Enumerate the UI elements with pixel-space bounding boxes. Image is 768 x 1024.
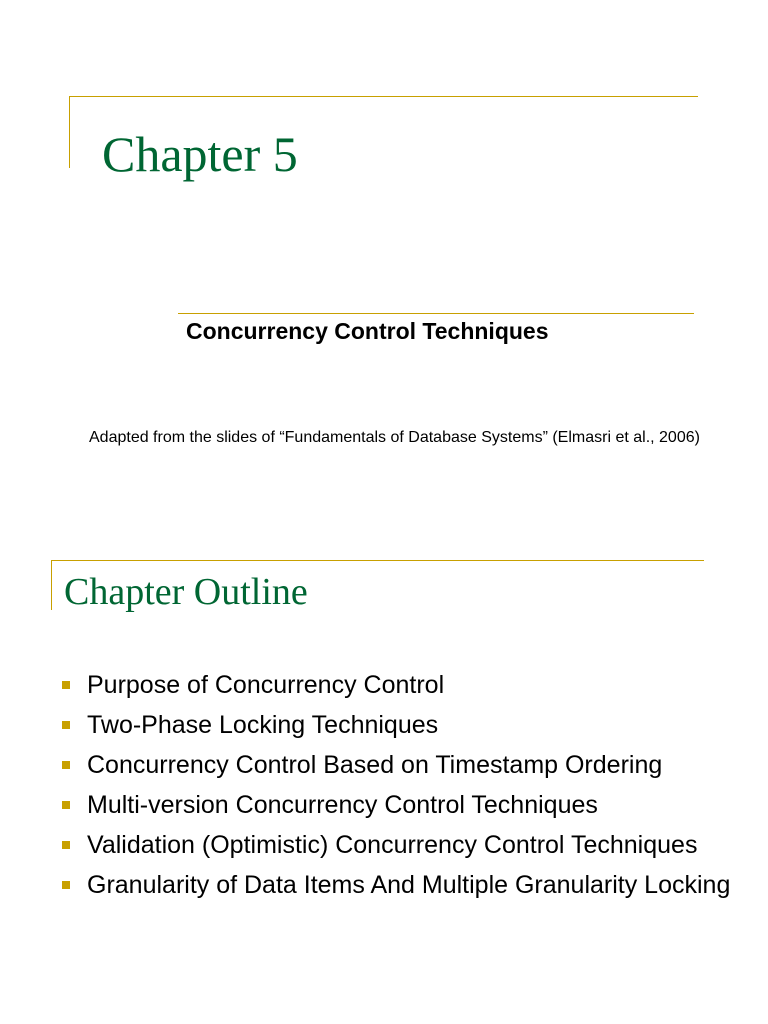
outline-item-text: Granularity of Data Items And Multiple Granularity Locking — [87, 871, 731, 899]
outline-item — [62, 748, 742, 782]
outline-item-text: Purpose of Concurrency Control — [87, 671, 445, 699]
outline-item-text: Validation (Optimistic) Concurrency Control Techniques — [87, 831, 698, 859]
square-bullet-icon — [62, 881, 70, 889]
outline-item — [62, 708, 742, 742]
outline-item — [62, 788, 742, 822]
square-bullet-icon — [62, 801, 70, 809]
square-bullet-icon — [62, 681, 70, 689]
outline-item — [62, 668, 742, 702]
square-bullet-icon — [62, 841, 70, 849]
outline-title: Chapter Outline — [64, 571, 308, 613]
outline-frame-left-rule — [51, 560, 52, 610]
title-frame-top-rule — [69, 96, 698, 97]
outline-item-text: Two-Phase Locking Techniques — [87, 711, 439, 739]
outline-item-text: Concurrency Control Based on Timestamp Ordering — [87, 751, 663, 779]
outline-item — [62, 828, 742, 862]
title-frame-left-rule — [69, 96, 70, 168]
subtitle-rule — [178, 313, 694, 314]
outline-slide — [0, 540, 768, 1024]
chapter-title: Chapter 5 — [102, 126, 298, 182]
square-bullet-icon — [62, 761, 70, 769]
attribution-text: Adapted from the slides of “Fundamentals of Database Systems” (Elmasri et al., 2006) — [89, 429, 700, 446]
outline-item — [62, 868, 742, 902]
outline-item-text: Multi-version Concurrency Control Techniques — [87, 791, 598, 819]
outline-list — [62, 668, 742, 908]
outline-frame-top-rule — [51, 560, 704, 561]
chapter-subtitle: Concurrency Control Techniques — [186, 318, 549, 344]
square-bullet-icon — [62, 721, 70, 729]
